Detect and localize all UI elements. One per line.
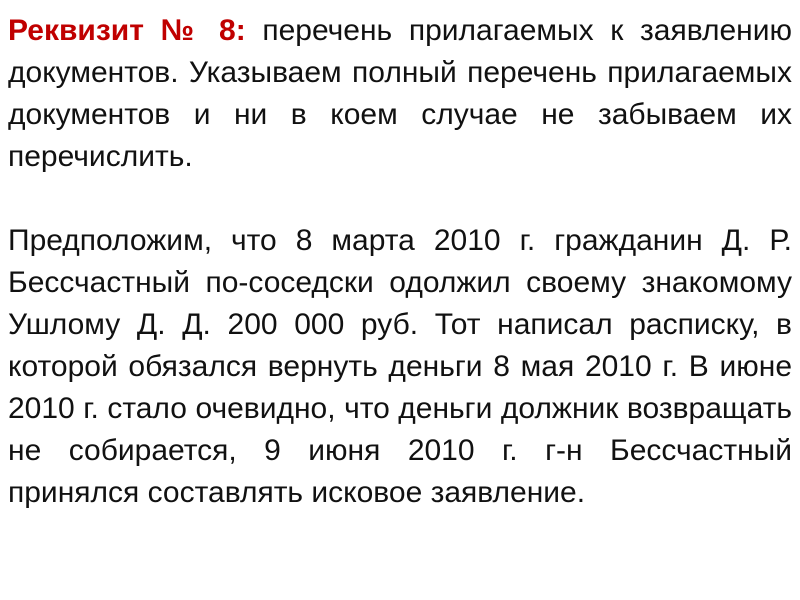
requisite-text: перечень прилагаемых к заявлению документов. Указываем полный перечень прилагаемых документов и ни в коем случае не забываем их перечислить.	[8, 14, 792, 173]
requisite-label: Реквизит № 8:	[8, 14, 246, 47]
requisite-paragraph	[8, 10, 792, 178]
example-paragraph: Предположим, что 8 марта 2010 г. гражданин Д. Р. Бессчастный по-соседски одолжил своему знакомому Ушлому Д. Д. 200 000 руб. Тот написал расписку, в которой обязался вернуть деньги 8 мая 2010 г. В июне 2010 г. стало очевидно, что деньги должник возвращать не собирается, 9 июня 2010 г. г-н Бессчастный принялся составлять исковое заявление.	[8, 224, 792, 509]
slide-content	[8, 10, 792, 514]
